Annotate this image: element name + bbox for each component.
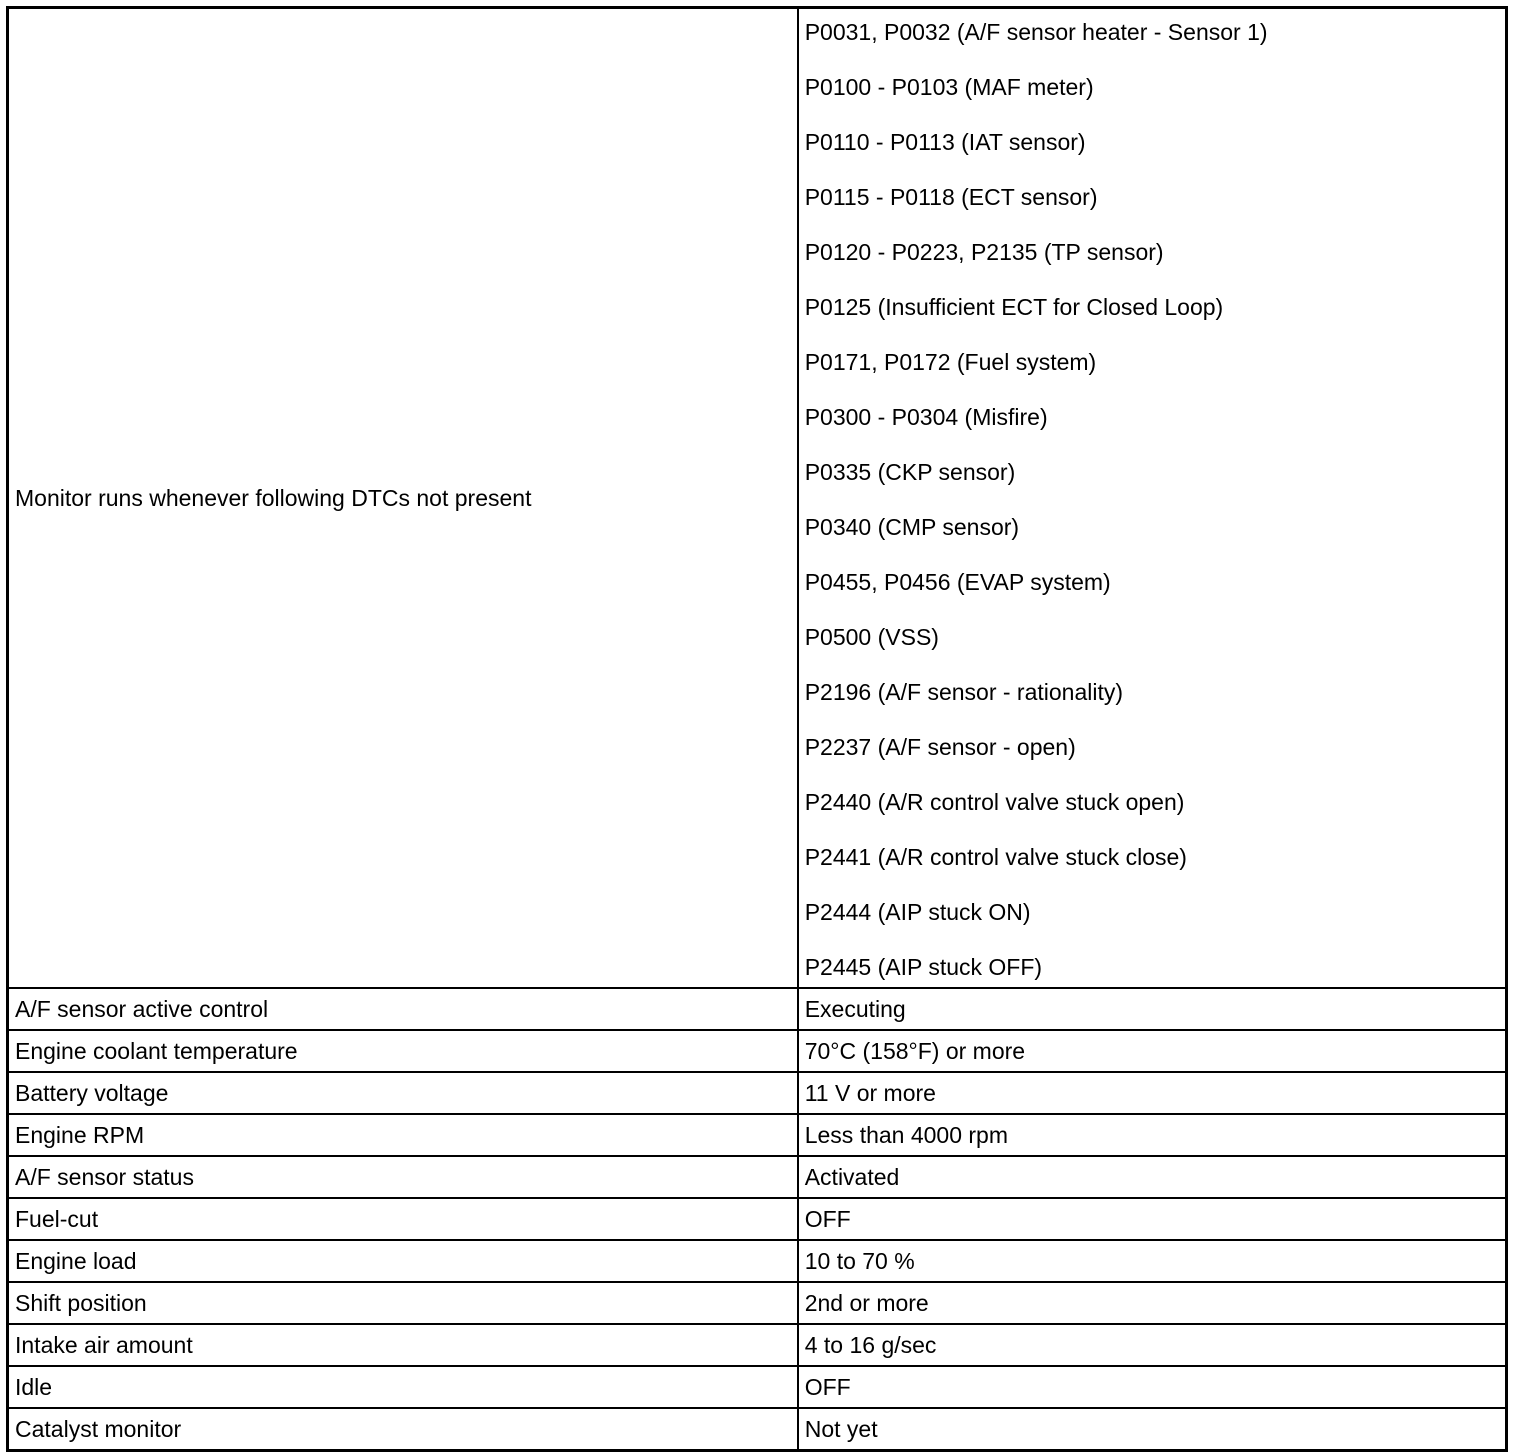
table-row bbox=[8, 1072, 1507, 1114]
dtc-item: P2445 (AIP stuck OFF) bbox=[804, 954, 1043, 980]
dtc-row-label: Monitor runs whenever following DTCs not present bbox=[8, 8, 798, 989]
condition-value: OFF bbox=[798, 1198, 1507, 1240]
dtc-item: P2444 (AIP stuck ON) bbox=[804, 899, 1031, 925]
dtc-item: P0120 - P0223, P2135 (TP sensor) bbox=[804, 239, 1164, 265]
condition-value: 70°C (158°F) or more bbox=[798, 1030, 1507, 1072]
condition-label: Idle bbox=[8, 1366, 798, 1408]
condition-value: 4 to 16 g/sec bbox=[798, 1324, 1507, 1366]
condition-label: Shift position bbox=[8, 1282, 798, 1324]
dtc-row bbox=[8, 8, 1507, 989]
condition-value: 2nd or more bbox=[798, 1282, 1507, 1324]
monitor-conditions-table bbox=[6, 6, 1508, 1452]
dtc-item: P0110 - P0113 (IAT sensor) bbox=[804, 129, 1086, 155]
dtc-item: P2440 (A/R control valve stuck open) bbox=[804, 789, 1185, 815]
dtc-item: P0500 (VSS) bbox=[804, 624, 939, 650]
table-row bbox=[8, 1114, 1507, 1156]
condition-value: Not yet bbox=[798, 1408, 1507, 1451]
condition-label: Catalyst monitor bbox=[8, 1408, 798, 1451]
condition-label: A/F sensor status bbox=[8, 1156, 798, 1198]
dtc-item: P0115 - P0118 (ECT sensor) bbox=[804, 184, 1098, 210]
condition-value: OFF bbox=[798, 1366, 1507, 1408]
dtc-item: P0335 (CKP sensor) bbox=[804, 459, 1016, 485]
dtc-item: P0031, P0032 (A/F sensor heater - Sensor 1) bbox=[804, 19, 1268, 45]
dtc-item: P2237 (A/F sensor - open) bbox=[804, 734, 1076, 760]
dtc-item: P0340 (CMP sensor) bbox=[804, 514, 1020, 540]
table-row bbox=[8, 1030, 1507, 1072]
table-row bbox=[8, 1408, 1507, 1451]
condition-label: Fuel-cut bbox=[8, 1198, 798, 1240]
table-row bbox=[8, 988, 1507, 1030]
dtc-item: P0125 (Insufficient ECT for Closed Loop) bbox=[804, 294, 1224, 320]
condition-label: Engine RPM bbox=[8, 1114, 798, 1156]
condition-label: A/F sensor active control bbox=[8, 988, 798, 1030]
dtc-list-cell bbox=[798, 8, 1507, 989]
table-row bbox=[8, 1282, 1507, 1324]
table-row bbox=[8, 1156, 1507, 1198]
dtc-item: P0171, P0172 (Fuel system) bbox=[804, 349, 1097, 375]
condition-value: Executing bbox=[798, 988, 1507, 1030]
condition-value: 10 to 70 % bbox=[798, 1240, 1507, 1282]
table-row bbox=[8, 1240, 1507, 1282]
dtc-item: P2196 (A/F sensor - rationality) bbox=[804, 679, 1124, 705]
condition-label: Engine coolant temperature bbox=[8, 1030, 798, 1072]
condition-value: Less than 4000 rpm bbox=[798, 1114, 1507, 1156]
condition-label: Battery voltage bbox=[8, 1072, 798, 1114]
table-row bbox=[8, 1366, 1507, 1408]
condition-label: Intake air amount bbox=[8, 1324, 798, 1366]
condition-value: Activated bbox=[798, 1156, 1507, 1198]
dtc-list bbox=[805, 12, 1499, 987]
dtc-item: P0300 - P0304 (Misfire) bbox=[804, 404, 1048, 430]
dtc-item: P2441 (A/R control valve stuck close) bbox=[804, 844, 1187, 870]
dtc-item: P0455, P0456 (EVAP system) bbox=[804, 569, 1111, 595]
table-row bbox=[8, 1324, 1507, 1366]
condition-value: 11 V or more bbox=[798, 1072, 1507, 1114]
table-row bbox=[8, 1198, 1507, 1240]
dtc-item: P0100 - P0103 (MAF meter) bbox=[804, 74, 1094, 100]
condition-label: Engine load bbox=[8, 1240, 798, 1282]
